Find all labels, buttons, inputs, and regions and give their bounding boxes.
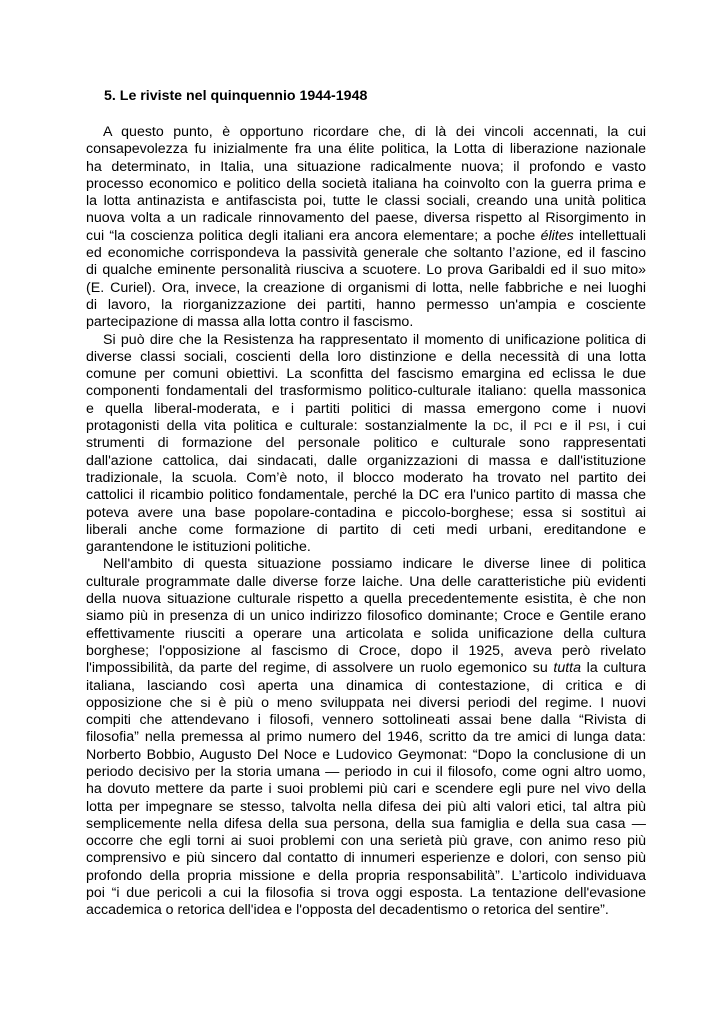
text-line: semplicemente nella difesa della sua persona, della sua famiglia e della sua casa — xyxy=(86,815,646,832)
text-line: Si può dire che la Resistenza ha rappresentato il momento di unificazione politica di xyxy=(103,331,646,348)
text-line: Norberto Bobbio, Augusto Del Noce e Ludovico Geymonat: “Dopo la conclusione di un xyxy=(86,746,646,763)
text-line: dall'azione cattolica, dai sindacati, dalle organizzazioni di massa e dall'istituzione xyxy=(86,452,646,469)
text-line: ha dovuto mettere da parte i suoi problemi più cari e scendere egli pure nel vivo della xyxy=(86,781,646,798)
text-line: nuova volta a un radicale rinnovamento del paese, diversa rispetto al Risorgimento in xyxy=(86,210,646,227)
text-span: l'impossibilità, da parte del regime, di assolvere un ruolo egemonico su xyxy=(86,660,554,677)
small-caps-span: PCI xyxy=(533,421,553,434)
text-line: Nell'ambito di questa situazione possiamo indicare le diverse linee di politica xyxy=(103,556,646,573)
text-line: componenti fondamentali del trasformismo politico-culturale italiano: quella massonica xyxy=(86,383,646,400)
text-line: liberali anche come formazione di partito di ceti medi urbani, ereditandone e xyxy=(86,521,646,538)
text-span: , i cui xyxy=(606,418,647,435)
text-line xyxy=(86,228,646,245)
italic-span: tutta xyxy=(553,660,581,677)
body-text xyxy=(86,124,646,920)
text-line: partecipazione di massa alla lotta contro il fascismo. xyxy=(86,314,414,331)
text-span: , il xyxy=(509,418,534,435)
text-line: processo economico e politico della società italiana ha coinvolto con la guerra prima e xyxy=(86,175,646,192)
small-caps-span: DC xyxy=(493,421,510,434)
text-line: cattolici il ricambio politico fondamentale, perché la DC era l'unico partito di massa che xyxy=(86,487,646,504)
text-line: borghese; l'opposizione al fascismo di Croce, dopo il 1925, aveva però rivelato xyxy=(86,642,646,659)
text-line: lotta per impegnare se stesso, talvolta nella difesa dei più alti valori etici, tal altra più xyxy=(86,798,646,815)
text-line: compiti che attendevano i filosofi, vennero sottolineati assai bene dalla “Rivista di xyxy=(86,712,646,729)
text-line: ha determinato, in Italia, una situazione radicalmente nuova; il profondo e vasto xyxy=(86,158,646,175)
text-line: A questo punto, è opportuno ricordare che, di là dei vincoli accennati, la cui xyxy=(103,124,646,140)
text-line: diverse classi sociali, coscienti della loro distinzione e della necessità di una lotta xyxy=(86,348,646,365)
text-line: garantendone le istituzioni politiche. xyxy=(86,539,311,556)
text-line: poteva avere una base popolare-contadina e piccolo-borghese; essa si sostituì ai xyxy=(86,504,646,521)
text-line: la lotta antinazista e antifascista poi, tutte le classi sociali, creando una unità politica xyxy=(86,193,646,210)
text-line: italiana, lasciando così aperta una dinamica di contestazione, di critica e di xyxy=(86,677,646,694)
text-line: (E. Curiel). Ora, invece, la creazione di organismi di lotta, nelle fabbriche e nei luoghi xyxy=(86,279,646,296)
italic-span: élites xyxy=(540,227,574,244)
small-caps-span: PSI xyxy=(588,421,607,434)
text-line: accademica o retorica dell'idea e l'opposta del decadentismo o retorica del sentire”. xyxy=(86,902,609,919)
text-line xyxy=(86,660,646,677)
text-line: ed economiche corrispondeva la passività generale che soltanto l’azione, ed il fascino xyxy=(86,245,646,262)
text-line: occorre che egli torni ai suoi problemi con una serietà più grave, con animo reso più xyxy=(86,833,646,850)
text-line: opposizione che si è più o meno sviluppata nei diversi periodi del regime. I nuovi xyxy=(86,694,646,711)
text-line: culturale programmate dalle diverse forze laiche. Una delle caratteristiche più evidenti xyxy=(86,573,646,590)
text-line: siamo più in presenza di un unico indirizzo filosofico dominante; Croce e Gentile erano xyxy=(86,608,646,625)
text-line: tradizionale, la scuola. Com’è noto, il blocco moderato ha trovato nel partito dei xyxy=(86,469,646,486)
text-line: e quella liberal-moderata, e i partiti politici di massa emergono come i nuovi xyxy=(86,400,646,417)
section-title: 5. Le riviste nel quinquennio 1944-1948 xyxy=(104,88,368,104)
text-line: profondo della propria missione e della propria responsabilità”. L’articolo individuava xyxy=(86,867,646,884)
text-line: comune per comuni obiettivi. La sconfitta del fascismo emargina ed eclissa le due xyxy=(86,366,646,383)
text-line: strumenti di formazione del personale politico e culturale sono rappresentati xyxy=(86,435,646,452)
text-line: della nuova situazione culturale rispetto a quella precedentemente esistita, è che non xyxy=(86,591,646,608)
text-span: e il xyxy=(552,418,589,435)
text-span: cui “la coscienza politica degli italiani era ancora elementare; a poche xyxy=(86,227,541,244)
text-line: di lavoro, la riorganizzazione dei partiti, hanno permesso un'ampia e cosciente xyxy=(86,296,646,313)
text-line xyxy=(86,418,646,435)
text-line: filosofia” nella premessa al primo numero del 1946, scritto da tre amici di lunga data: xyxy=(86,729,646,746)
text-line: di qualche eminente personalità riusciva a scuotere. Lo prova Garibaldi ed il suo mito» xyxy=(86,262,646,279)
text-line: poi “i due pericoli a cui la filosofia si trova oggi esposta. La tentazione dell'evasione xyxy=(86,885,646,902)
text-span: protagonisti della vita politica e culturale: sostanzialmente la xyxy=(86,418,494,435)
text-span: la cultura xyxy=(581,660,646,677)
text-line: comprensivo e più sincero dal contatto di innumeri esperienze e dolori, con senso più xyxy=(86,850,646,867)
text-line: periodo decisivo per la storia umana — periodo in cui il filosofo, come ogni altro uomo, xyxy=(86,763,646,780)
text-line: effettivamente riusciti a operare una articolata e solida unificazione della cultura xyxy=(86,625,646,642)
text-line: consapevolezza fu inizialmente fra una élite politica, la Lotta di liberazione nazionale xyxy=(86,141,646,158)
text-span: intellettuali xyxy=(573,227,647,244)
